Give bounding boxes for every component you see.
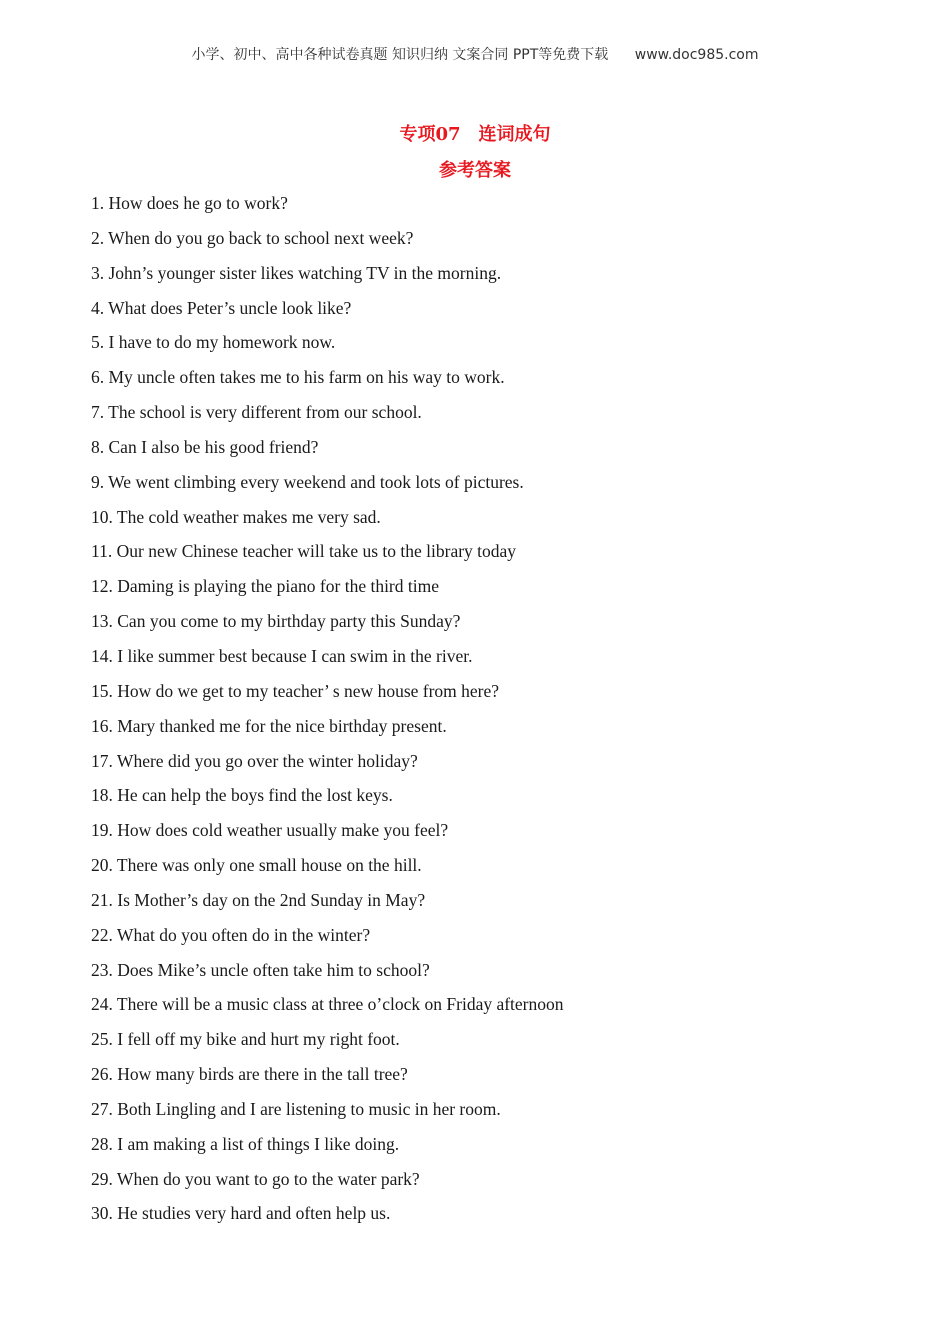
answer-item: 5. I have to do my homework now. [91,332,336,353]
answer-item: 11. Our new Chinese teacher will take us to the library today [91,541,517,562]
answer-item: 1. How does he go to work? [91,193,288,213]
answer-item: 8. Can I also be his good friend? [91,436,319,457]
answer-item: 13. Can you come to my birthday party this Sunday? [91,611,461,632]
answer-list [91,190,564,1235]
answer-item: 24. There will be a music class at three o’clock on Friday afternoon [91,994,564,1015]
answer-item: 16. Mary thanked me for the nice birthday present. [91,715,447,736]
answer-item: 10. The cold weather makes me very sad. [91,506,381,527]
answer-item: 4. What does Peter’s uncle look like? [91,297,352,318]
answer-item: 21. Is Mother’s day on the 2nd Sunday in May? [91,889,426,910]
answer-item: 30. He studies very hard and often help us. [91,1203,391,1224]
answer-item: 22. What do you often do in the winter? [91,924,371,945]
header-text: 小学、初中、高中各种试卷真题 知识归纳 文案合同 PPT等免费下载 [191,47,609,63]
answer-item: 25. I fell off my bike and hurt my right foot. [91,1029,400,1050]
answer-item: 27. Both Lingling and I are listening to music in her room. [91,1098,501,1119]
answer-item: 23. Does Mike’s uncle often take him to school? [91,959,430,980]
answer-item: 15. How do we get to my teacher’ s new house from here? [91,680,500,701]
answer-item: 17. Where did you go over the winter holiday? [91,750,418,771]
answer-item: 12. Daming is playing the piano for the third time [91,576,439,597]
answer-item: 26. How many birds are there in the tall tree? [91,1064,408,1085]
answer-item: 9. We went climbing every weekend and took lots of pictures. [91,471,524,492]
answer-item: 28. I am making a list of things I like doing. [91,1133,400,1154]
answer-item: 2. When do you go back to school next week? [91,227,414,248]
answer-item: 3. John’s younger sister likes watching TV in the morning. [91,262,502,283]
answer-item: 19. How does cold weather usually make you feel? [91,820,449,841]
answer-item: 29. When do you want to go to the water park? [91,1168,420,1189]
answer-item: 14. I like summer best because I can swim in the river. [91,645,473,666]
header-url[interactable]: www.doc985.com [634,47,759,63]
answer-item: 18. He can help the boys find the lost keys. [91,785,393,806]
page-header [0,44,950,64]
answer-item: 6. My uncle often takes me to his farm on his way to work. [91,367,505,388]
answer-item: 20. There was only one small house on the hill. [91,855,422,876]
answer-item: 7. The school is very different from our school. [91,402,422,423]
page-title: 专项07 连词成句 [399,124,551,145]
page-subtitle: 参考答案 [439,160,511,181]
